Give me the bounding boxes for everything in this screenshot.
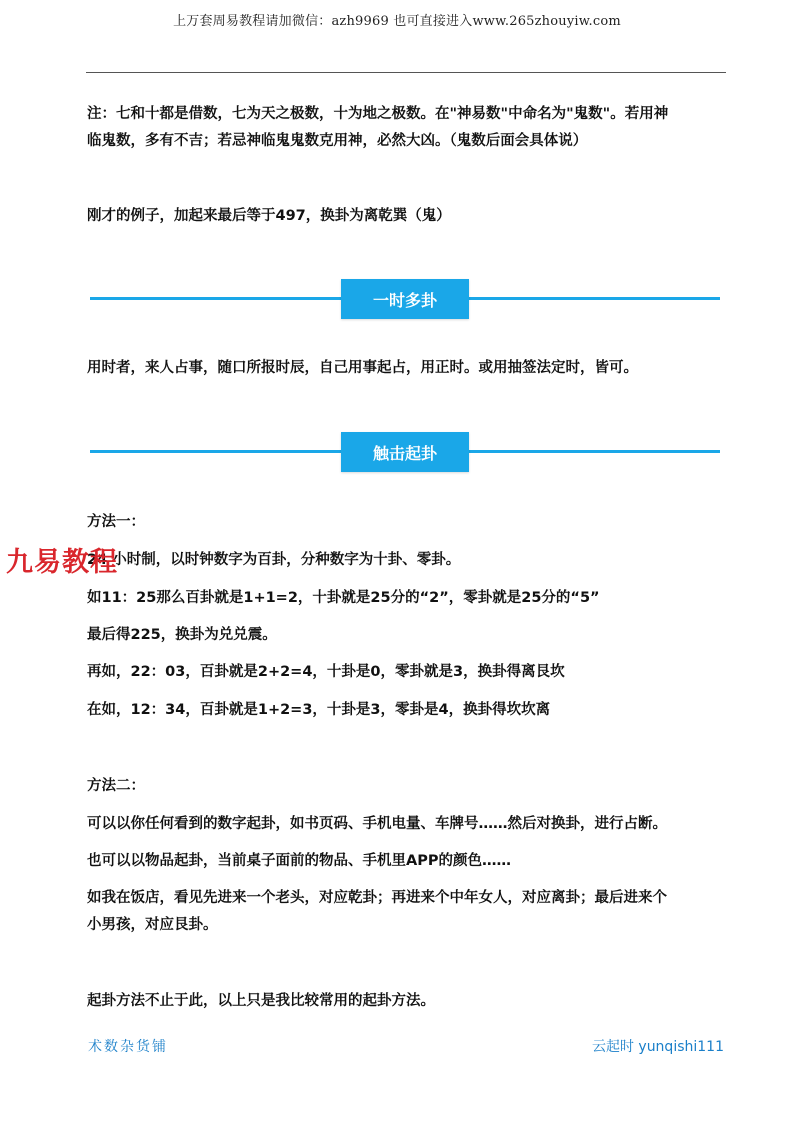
method1-line-2: 如11：25那么百卦就是1+1=2，十卦就是25分的“2”，零卦就是25分的“5” <box>87 590 600 606</box>
header-divider <box>86 72 726 73</box>
page-header: 上万套周易教程请加微信：azh9969 也可直接进入www.265zhouyiw.com <box>173 14 621 29</box>
method2-line-2: 也可以以物品起卦，当前桌子面前的物品、手机里APP的颜色…… <box>87 853 511 869</box>
method2-line-1: 可以以你任何看到的数字起卦，如书页码、手机电量、车牌号……然后对换卦，进行占断。 <box>87 816 667 832</box>
method1-line-3: 最后得225，换卦为兑兑震。 <box>87 627 277 643</box>
watermark-logo: 九易教程 <box>6 547 118 578</box>
footer-left: 术数杂货铺 <box>88 1039 168 1055</box>
method2-title: 方法二： <box>87 778 145 794</box>
note-line-1: 注：七和十都是借数，七为天之极数，十为地之极数。在"神易数"中命名为"鬼数"。若用神 <box>87 106 669 122</box>
note-paragraph <box>87 101 727 155</box>
section1-title: 一时多卦 <box>341 279 469 319</box>
footer-right: 云起时 yunqishi111 <box>591 1039 724 1055</box>
section2-title: 触击起卦 <box>341 432 469 472</box>
method1-line-4: 再如，22：03，百卦就是2+2=4，十卦是0，零卦就是3，换卦得离艮坎 <box>87 664 565 680</box>
section1-body: 用时者，来人占事，随口所报时辰，自己用事起占，用正时。或用抽签法定时，皆可。 <box>87 360 638 376</box>
method2-paragraph <box>87 885 727 939</box>
method2-line-3: 如我在饭店，看见先进来一个老头，对应乾卦；再进来个中年女人，对应离卦；最后进来个 <box>87 890 667 906</box>
method1-line-1: 24 小时制，以时钟数字为百卦，分种数字为十卦、零卦。 <box>87 552 461 568</box>
method2-line-4: 小男孩，对应艮卦。 <box>87 917 218 933</box>
method1-line-5: 在如，12：34，百卦就是1+2=3，十卦是3，零卦是4，换卦得坎坎离 <box>87 702 551 718</box>
section1-banner-line-left <box>90 297 342 300</box>
note-line-2: 临鬼数，多有不吉；若忌神临鬼鬼数克用神，必然大凶。（鬼数后面会具体说） <box>87 133 588 149</box>
method1-title: 方法一： <box>87 514 145 530</box>
section1-banner-line-right <box>468 297 720 300</box>
section2-banner-line-left <box>90 450 342 453</box>
example-line: 刚才的例子，加起来最后等于497，换卦为离乾巽（鬼） <box>87 208 451 224</box>
section2-banner-line-right <box>468 450 720 453</box>
closing-line: 起卦方法不止于此，以上只是我比较常用的起卦方法。 <box>87 993 435 1009</box>
